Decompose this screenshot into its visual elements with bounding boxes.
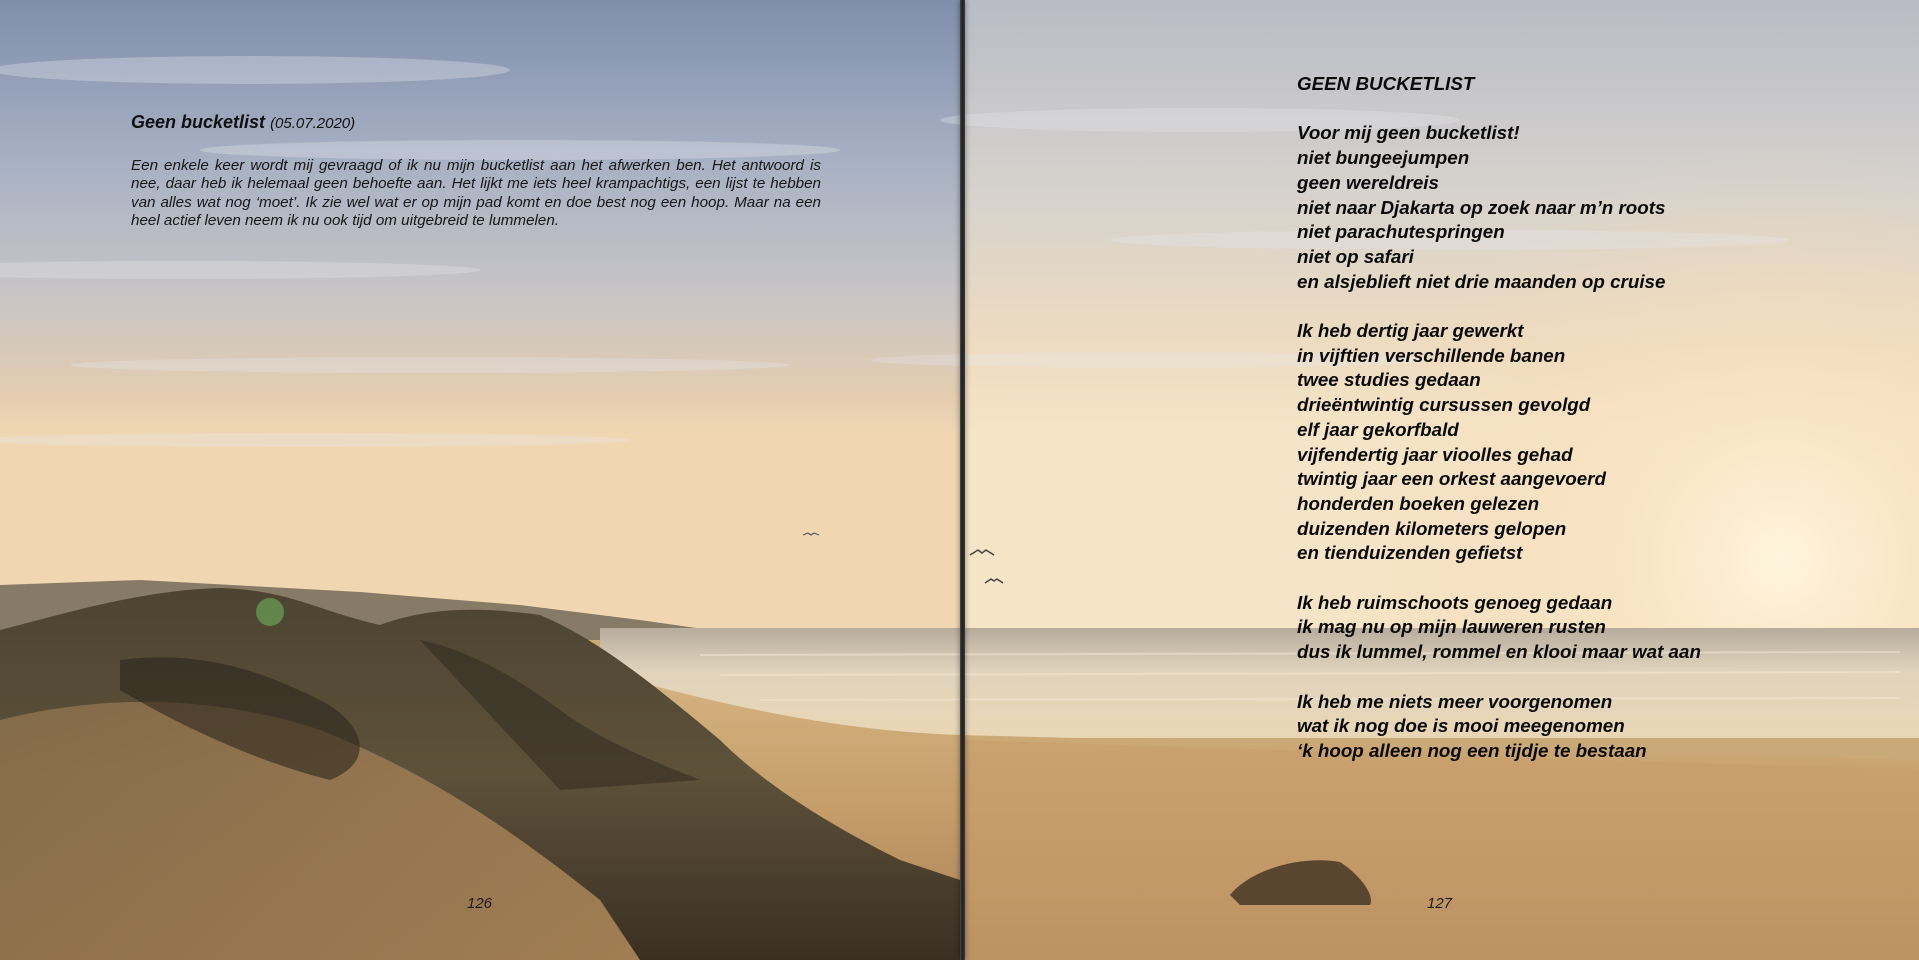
page-number-right: 127 [1427, 895, 1453, 912]
poem-line: geen wereldreis [1297, 171, 1439, 193]
poem-line: niet op safari [1297, 245, 1414, 267]
poem-stanza-2 [1297, 319, 1701, 566]
poem-line: Voor mij geen bucketlist! [1297, 122, 1520, 144]
poem-stanza-3 [1297, 591, 1701, 665]
poem-title: GEEN BUCKETLIST [1297, 73, 1475, 94]
poem-line: vijfendertig jaar vioolles gehad [1297, 443, 1573, 465]
poem-stanza-4 [1297, 690, 1701, 764]
entry-paragraph: Een enkele keer wordt mij gevraagd of ik nu mijn bucketlist aan het afwerken ben. Het antwoord is nee, daar heb ik helemaal geen behoefte aan. Het lijkt me iets heel krampachtigs, een lijst te hebben van alles wat nog ‘moet’. Ik zie wel wat er op mijn pad komt en doe best nog een hoop. Maar na een heel actief leven neem ik nu ook tijd om uitgebreid te lummelen. [131, 157, 821, 229]
poem-line: Ik heb me niets meer voorgenomen [1297, 690, 1613, 712]
page-number-left: 126 [467, 895, 493, 912]
poem-line: ‘k hoop alleen nog een tijdje te bestaan [1297, 739, 1647, 761]
poem-line: niet naar Djakarta op zoek naar m’n roots [1297, 196, 1666, 218]
poem-line: wat ik nog doe is mooi meegenomen [1297, 715, 1625, 737]
entry-header [131, 112, 355, 133]
poem-line: Ik heb dertig jaar gewerkt [1297, 320, 1524, 341]
poem-line: niet bungeejumpen [1297, 147, 1470, 169]
poem-line: twintig jaar een orkest aangevoerd [1297, 468, 1606, 490]
poem-line: in vijftien verschillende banen [1297, 344, 1566, 366]
poem-line: elf jaar gekorfbald [1297, 418, 1459, 440]
entry-date: (05.07.2020) [270, 115, 356, 132]
poem-line: en alsjeblieft niet drie maanden op cruise [1297, 270, 1666, 292]
poem-line: en tienduizenden gefietst [1297, 542, 1523, 564]
poem-line: drieëntwintig cursussen gevolgd [1297, 394, 1591, 416]
poem [1297, 72, 1701, 788]
poem-line: niet parachutespringen [1297, 221, 1505, 243]
poem-line: twee studies gedaan [1297, 369, 1481, 391]
poem-line: dus ik lummel, rommel en klooi maar wat aan [1297, 641, 1701, 663]
poem-line: honderden boeken gelezen [1297, 492, 1540, 514]
entry-paragraph-block [131, 157, 821, 230]
poem-line: duizenden kilometers gelopen [1297, 517, 1567, 539]
poem-line: Ik heb ruimschoots genoeg gedaan [1297, 591, 1613, 613]
poem-stanza-1 [1297, 121, 1701, 294]
entry-title: Geen bucketlist [131, 112, 266, 132]
poem-line: ik mag nu op mijn lauweren rusten [1297, 616, 1606, 638]
